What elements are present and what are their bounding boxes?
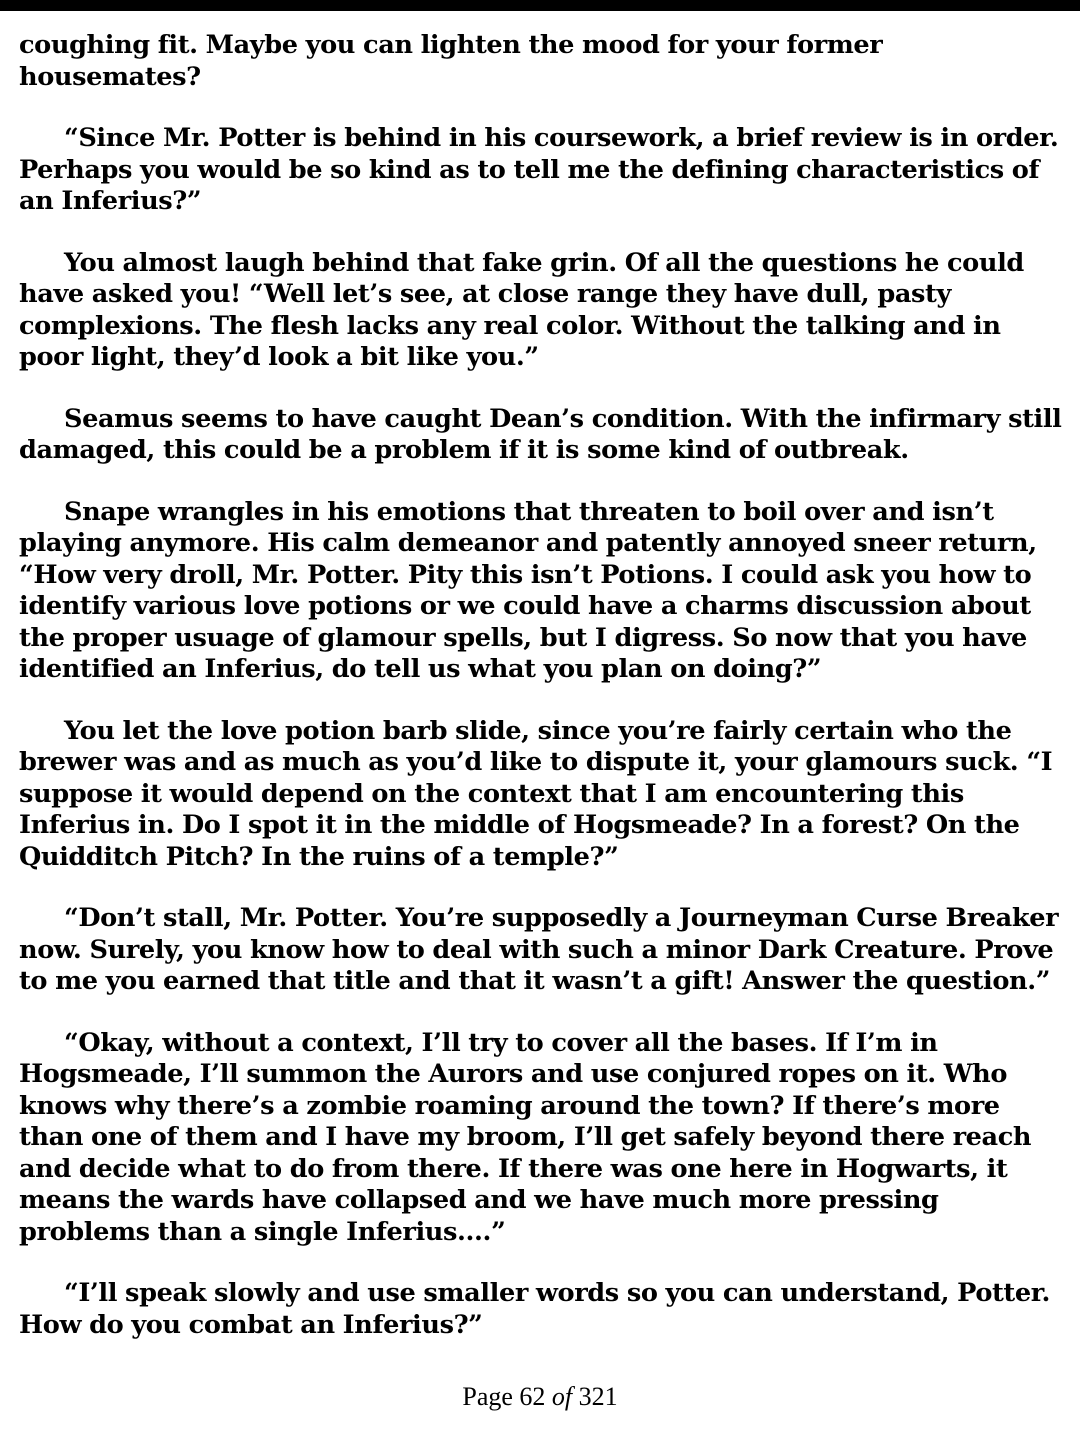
page-body: [19, 30, 1067, 1341]
paragraph-4: Seamus seems to have caught Dean’s condition. With the infirmary still damaged, this could be a problem if it is some kind of outbreak.: [19, 403, 1062, 465]
paragraph-2: “Since Mr. Potter is behind in his coursework, a brief review is in order. Perhaps you would be so kind as to tell me the defining characteristics of an Inferius?”: [19, 123, 1059, 216]
page-indicator: [0, 1381, 1080, 1413]
current-page-number: 62: [519, 1382, 546, 1411]
top-status-bar: [0, 0, 1080, 11]
page-of-label: of: [551, 1382, 573, 1411]
paragraph-8: “Okay, without a context, I’ll try to cover all the bases. If I’m in Hogsmeade, I’ll summon the Aurors and use conjured ropes on it. Who knows why there’s a zombie roaming around the town? If there’s more than one of them and I have my broom, I’ll get safely beyond there reach and decide what to do from there. If there was one here in Hogwarts, it means the wards have collapsed and we have much more pressing problems than a single Inferius....”: [19, 1027, 1032, 1247]
paragraph-9: “I’ll speak slowly and use smaller words so you can understand, Potter. How do you combat an Inferius?”: [19, 1278, 1050, 1340]
total-pages-number: 321: [578, 1382, 618, 1411]
paragraph-7: “Don’t stall, Mr. Potter. You’re supposedly a Journeyman Curse Breaker now. Surely, you know how to deal with such a minor Dark Creature. Prove to me you earned that title and that it wasn’t a gift! Answer the question.”: [19, 903, 1059, 996]
paragraph-6: You let the love potion barb slide, since you’re fairly certain who the brewer was and as much as you’d like to dispute it, your glamours suck. “I suppose it would depend on the context that I am encountering this Inferius in. Do I spot it in the middle of Hogsmeade? In a forest? On the Quidditch Pitch? In the ruins of a temple?”: [19, 715, 1053, 872]
paragraph-1: coughing fit. Maybe you can lighten the mood for your former housemates?: [19, 30, 883, 92]
paragraph-3: You almost laugh behind that fake grin. Of all the questions he could have asked you! “Well let’s see, at close range they have dull, pasty complexions. The flesh lacks any real color. Without the talking and in poor light, they’d look a bit like you.”: [19, 247, 1024, 372]
page-label: Page: [462, 1382, 513, 1411]
paragraph-5: Snape wrangles in his emotions that threaten to boil over and isn’t playing anymore. His calm demeanor and patently annoyed sneer return, “How very droll, Mr. Potter. Pity this isn’t Potions. I could ask you how to identify various love potions or we could have a charms discussion about the proper usuage of glamour spells, but I digress. So now that you have identified an Inferius, do tell us what you plan on doing?”: [19, 496, 1037, 684]
